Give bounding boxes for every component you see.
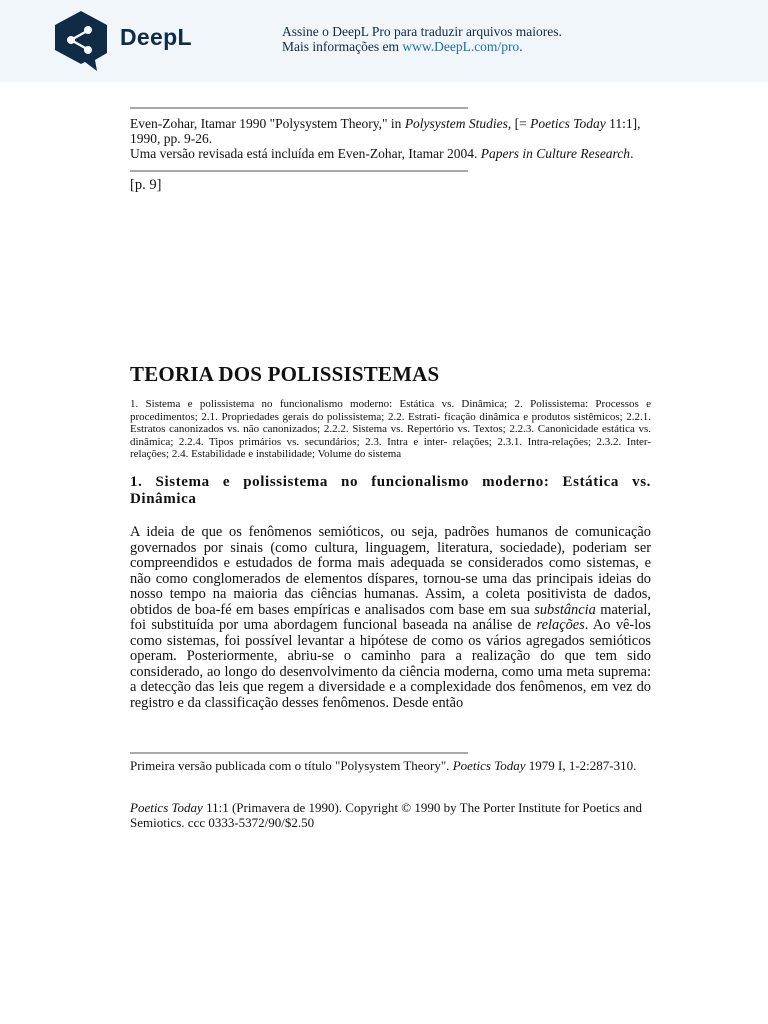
section-heading: 1. Sistema e polissistema no funcionalismo moderno: Estática vs. Dinâmica [130, 474, 651, 507]
divider-rule-footnotes [130, 752, 468, 754]
footnote-journal: Poetics Today [452, 758, 526, 773]
paragraph-text: material, foi substituída por uma abordagem funcional baseada na análise de [130, 601, 652, 633]
citation-text: 11:1], 1990, pp. 9-26. [130, 116, 641, 146]
citation-text: , [= [507, 116, 531, 131]
paragraph-text: . Ao vê-los como sistemas, foi possível levantar a hipótese de como os vários agregados semióticos operam. Posteriormente, abriu-se o caminho para a realização do que tem sido considerado, ao longo do desenvolvimento da ciência moderna, como uma meta suprema: a detecção das leis que regem a diversidade e a complexidade dos fenômenos, em vez do registro e da classificação desses fenômenos. Desde então [130, 617, 651, 711]
body-paragraph [130, 525, 651, 711]
deepl-logo-icon[interactable] [53, 10, 109, 72]
citation-book-title: Papers in Culture Research [480, 146, 631, 161]
promo-line-2-prefix: Mais informações em [282, 39, 403, 54]
citation-line-2 [130, 146, 651, 161]
deepl-brand-name[interactable]: DeepL [120, 24, 192, 50]
table-of-contents: 1. Sistema e polissistema no funcionalismo moderno: Estática vs. Dinâmica; 2. Polissistema: Processos e procedimentos; 2.1. Propriedades gerais do polissistema; 2.2. Estrati- ficação dinâmica e produtos sistêmicos; 2.2.1. Estratos canonizados vs. não canonizados; 2.2.2. Sistema vs. Repertório vs. Textos; 2.2.3. Canonicidade estática vs. dinâmica; 2.2.4. Tipos primários vs. secundários; 2.3. Intra e inter- relações; 2.3.1. Intra-relações; 2.3.2. Inter-relações; 2.4. Estabilidade e instabilidade; Volume do sistema [130, 398, 651, 461]
paragraph-text: A ideia de que os fenômenos semióticos, ou seja, padrões humanos de comunicação governados por sinais (como cultura, linguagem, literatura, sociedade), poderiam ser compreendidos e estudados de forma mais adequada se considerados como sistemas, e não como conglomerados de elementos díspares, tornou-se uma das principais ideias do nosso tempo na maioria das ciências humanas. Assim, a coleta positivista de dados, obtidos de boa-fé em bases empíricas e analisados com base em sua [130, 524, 651, 618]
citation-text: . [630, 146, 634, 161]
promo-line-2-suffix: . [519, 39, 523, 54]
divider-rule-top [130, 107, 468, 109]
citation-text: Uma versão revisada está incluída em Even-Zohar, Itamar 2004. [130, 146, 481, 161]
footnote-text: Primeira versão publicada com o título "Polysystem Theory". [130, 758, 453, 773]
paragraph-emphasis: substância [534, 601, 596, 618]
footnote-text: 1979 I, 1-2:287-310. [525, 758, 637, 773]
promo-text [282, 24, 562, 54]
citation-text: Even-Zohar, Itamar 1990 "Polysystem Theory," in [130, 116, 405, 131]
document-title: TEORIA DOS POLISSISTEMAS [130, 362, 440, 386]
footnote-first-version [130, 758, 651, 773]
footnote-journal: Poetics Today [130, 800, 203, 815]
deepl-pro-link[interactable]: www.DeepL.com/pro [402, 39, 520, 54]
deepl-promo-banner [0, 0, 768, 82]
promo-line-2 [282, 39, 562, 54]
footnote-text: 11:1 (Primavera de 1990). Copyright © 1990 by The Porter Institute for Poetics and Semiotics. ccc 0333-5372/90/$2.50 [130, 800, 642, 830]
divider-rule-citation [130, 170, 468, 172]
footnote-copyright [130, 800, 651, 830]
page-marker: [p. 9] [130, 177, 162, 193]
paragraph-emphasis: relações [536, 617, 585, 633]
citation-book-title: Polysystem Studies [404, 116, 508, 131]
promo-line-1: Assine o DeepL Pro para traduzir arquivos maiores. [282, 24, 562, 39]
citation-line-1 [130, 116, 651, 146]
source-citation [130, 116, 651, 161]
citation-journal: Poetics Today [530, 116, 606, 131]
